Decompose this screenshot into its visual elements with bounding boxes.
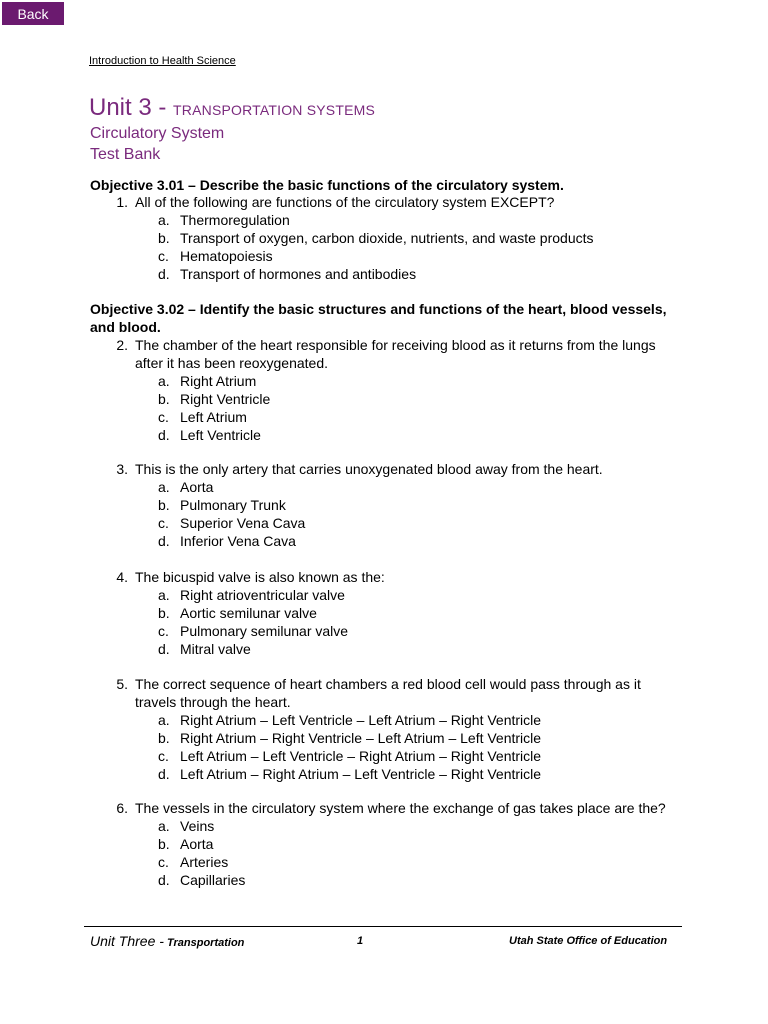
question-number: 1. (116, 194, 128, 210)
option-letter: a. (158, 373, 170, 389)
option-text: Left Ventricle (180, 427, 261, 443)
option-item (112, 211, 682, 229)
option-letter: c. (158, 748, 169, 764)
footer-unit (90, 933, 244, 951)
option-text: Left Atrium (180, 409, 247, 425)
question-text: The bicuspid valve is also known as the: (135, 569, 385, 585)
back-button[interactable]: Back (2, 2, 64, 25)
option-text: Hematopoiesis (180, 248, 273, 264)
option-item (112, 640, 682, 658)
option-letter: a. (158, 712, 170, 728)
option-letter: c. (158, 515, 169, 531)
option-text: Right Atrium – Right Ventricle – Left Atrium – Left Ventricle (180, 730, 542, 746)
option-text: Pulmonary Trunk (180, 497, 286, 513)
option-text: Right atrioventricular valve (180, 587, 345, 603)
option-list (112, 478, 682, 550)
option-text: Mitral valve (180, 641, 251, 657)
option-item (112, 247, 682, 265)
option-text: Veins (180, 818, 215, 834)
option-item (112, 747, 682, 765)
course-title: Introduction to Health Science (89, 55, 236, 67)
option-list (112, 586, 682, 658)
option-letter: c. (158, 248, 169, 264)
option-item (112, 514, 682, 532)
option-text: Aorta (180, 836, 214, 852)
option-item (112, 408, 682, 426)
option-list (112, 211, 682, 283)
question-number: 3. (116, 461, 128, 477)
option-item (112, 478, 682, 496)
footer-organization: Utah State Office of Education (509, 935, 668, 947)
question-number: 6. (116, 800, 128, 816)
option-text: Right Atrium – Left Ventricle – Left Atrium – Right Ventricle (180, 712, 542, 728)
option-letter: a. (158, 479, 170, 495)
footer-divider (84, 926, 682, 927)
question-text: All of the following are functions of the circulatory system EXCEPT? (135, 194, 555, 210)
option-letter: b. (158, 605, 170, 621)
question-number: 2. (116, 337, 128, 353)
unit-number: Unit 3 - (89, 94, 167, 121)
option-text: Pulmonary semilunar valve (180, 623, 349, 639)
option-list (112, 711, 682, 783)
option-letter: b. (158, 230, 170, 246)
question-text: The correct sequence of heart chambers a red blood cell would pass through as it travels through the heart. (135, 676, 641, 710)
option-letter: b. (158, 497, 170, 513)
option-letter: c. (158, 409, 169, 425)
option-item (112, 496, 682, 514)
option-text: Left Atrium – Left Ventricle – Right Atrium – Right Ventricle (180, 748, 542, 764)
option-item (112, 817, 682, 835)
option-item (112, 604, 682, 622)
option-item (112, 372, 682, 390)
option-letter: a. (158, 587, 170, 603)
option-item (112, 729, 682, 747)
system-title: Circulatory System (90, 125, 225, 142)
option-letter: d. (158, 872, 170, 888)
question-number: 5. (116, 676, 128, 692)
question-4 (112, 568, 682, 658)
objective-302: Objective 3.02 – Identify the basic structures and functions of the heart, blood vessels, and blood. (90, 301, 667, 335)
option-letter: d. (158, 641, 170, 657)
option-letter: a. (158, 818, 170, 834)
option-letter: c. (158, 854, 169, 870)
option-text: Right Ventricle (180, 391, 271, 407)
unit-subtitle: TRANSPORTATION SYSTEMS (173, 102, 376, 118)
course-header (89, 55, 240, 67)
option-text: Arteries (180, 854, 229, 870)
option-letter: c. (158, 623, 169, 639)
option-letter: d. (158, 766, 170, 782)
option-text: Capillaries (180, 872, 246, 888)
question-number: 4. (116, 569, 128, 585)
footer-unit-label: Unit Three - (90, 933, 164, 949)
option-text: Superior Vena Cava (180, 515, 306, 531)
question-text: The vessels in the circulatory system where the exchange of gas takes place are the? (135, 800, 666, 816)
option-text: Inferior Vena Cava (180, 533, 296, 549)
option-text: Aorta (180, 479, 214, 495)
question-text: This is the only artery that carries unoxygenated blood away from the heart. (135, 461, 603, 477)
option-item (112, 853, 682, 871)
option-item (112, 532, 682, 550)
option-letter: a. (158, 212, 170, 228)
question-3 (112, 460, 682, 550)
test-bank-title: Test Bank (90, 146, 161, 163)
question-6 (112, 799, 682, 889)
option-item (112, 765, 682, 783)
question-2 (112, 336, 682, 444)
footer-unit-subtitle: Transportation (166, 937, 245, 949)
question-1 (112, 193, 682, 283)
option-list (112, 817, 682, 889)
option-text: Right Atrium (180, 373, 257, 389)
option-letter: b. (158, 730, 170, 746)
option-item (112, 426, 682, 444)
question-5 (112, 675, 682, 783)
option-text: Left Atrium – Right Atrium – Left Ventricle – Right Ventricle (180, 766, 542, 782)
option-list (112, 372, 682, 444)
option-text: Transport of hormones and antibodies (180, 266, 417, 282)
option-item (112, 622, 682, 640)
option-text: Transport of oxygen, carbon dioxide, nutrients, and waste products (180, 230, 594, 246)
footer-page-number: 1 (357, 935, 364, 947)
option-text: Aortic semilunar valve (180, 605, 317, 621)
option-letter: b. (158, 391, 170, 407)
option-item (112, 586, 682, 604)
page-title (89, 93, 375, 125)
option-item (112, 711, 682, 729)
option-text: Thermoregulation (180, 212, 290, 228)
option-letter: b. (158, 836, 170, 852)
option-item (112, 871, 682, 889)
question-text: The chamber of the heart responsible for receiving blood as it returns from the lungs after it has been reoxygenated. (135, 337, 656, 371)
option-item (112, 265, 682, 283)
option-letter: d. (158, 266, 170, 282)
option-item (112, 835, 682, 853)
objective-301: Objective 3.01 – Describe the basic functions of the circulatory system. (90, 177, 564, 193)
option-item (112, 229, 682, 247)
option-letter: d. (158, 533, 170, 549)
option-item (112, 390, 682, 408)
option-letter: d. (158, 427, 170, 443)
